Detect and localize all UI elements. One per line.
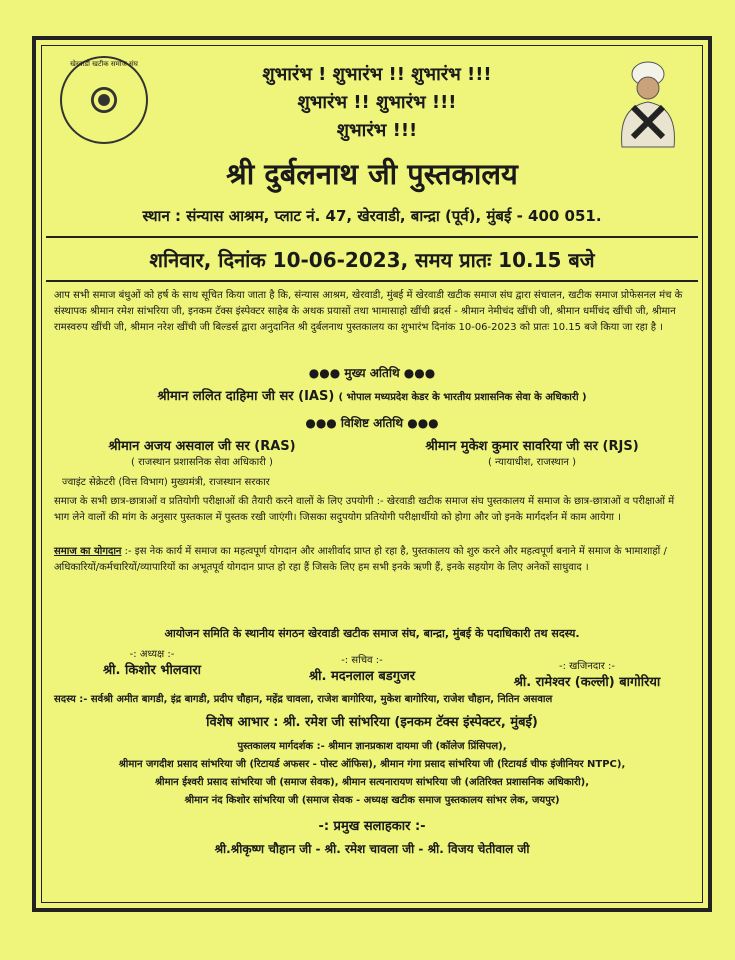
- officer-role: -: खजिनदार :-: [558, 661, 616, 672]
- advisors-heading: -: प्रमुख सलाहकार :-: [318, 819, 426, 834]
- guest-desc: ( न्यायाधीश, राजस्थान ): [487, 457, 577, 468]
- chief-guest-desc: ( भोपाल मध्यप्रदेश केडर के भारतीय प्रशासनिक सेवा के अधिकारी ): [338, 392, 587, 403]
- officer-name: श्री. रामेश्वर (कल्ली) बागोरिया: [513, 675, 661, 690]
- chief-guest: [42, 386, 702, 404]
- saint-portrait-icon: [608, 52, 688, 152]
- students-paragraph: समाज के सभी छात्र-छात्राओं व प्रतियोगी परीक्षाओं की तैयारी करने वालों के लिए उपयोगी :- खेरवाडी खटीक समाज संघ पुस्तकालय में समाज के छात्र-छात्राओं व परीक्षाओं में भाग लेने वालों की मांग के अनुसार पुस्तकाल में पुस्तक रखी जाएंगी। जिसका सदुपयोग प्रतियोगी परीक्षार्थीयो को होगा और जो इनके मार्गदर्शन में काम आयेगा ।: [54, 496, 675, 523]
- page-title: श्री दुर्बलनाथ जी पुस्तकालय: [226, 157, 518, 191]
- guest-name: श्रीमान मुकेश कुमार सावरिया जी सर (RJS): [425, 439, 639, 454]
- contribution-paragraph: [54, 544, 692, 576]
- special-thanks: विशेष आभार : श्री. रमेश जी सांभरिया (इनकम टॅक्स इंस्पेक्टर, मुंबई): [206, 715, 538, 730]
- blessing-line-3: शुभारंभ !!!: [336, 120, 418, 141]
- guest-extra: ज्वाइंट सेक्रेटरी (वित्त विभाग) मुख्यमंत्री, राजस्थान सरकार: [62, 477, 270, 488]
- guest-desc: ( राजस्थान प्रशासनिक सेवा अधिकारी ): [131, 457, 273, 468]
- library-guides: [42, 738, 702, 810]
- committee-line: आयोजन समिति के स्थानीय संगठन खेरवाडी खटीक समाज संघ, बान्द्रा, मुंबई के पदाधिकारी तथ सदस्य.: [164, 627, 580, 640]
- chief-guest-name: श्रीमान ललित दाहिमा जी सर (IAS): [157, 389, 335, 404]
- logo-text: खेरवाडी खटीक समाज संघ: [70, 60, 138, 68]
- date-time: शनिवार, दिनांक 10-06-2023, समय प्रातः 10.15 बजे: [149, 247, 595, 272]
- contribution-label: समाज का योगदान: [54, 546, 122, 557]
- poster-inner: [41, 45, 703, 903]
- officer-name: श्री. मदनलाल बडगुजर: [308, 669, 416, 684]
- special-guest-1: [52, 436, 352, 468]
- guide-line: श्रीमान जगदीश प्रसाद सांभरिया जी (रिटायर्ड अफसर - पोस्ट ऑफिस), श्रीमान गंगा प्रसाद सांभरिया जी (रिटायर्ड चीफ इंजीनियर NTPC),: [118, 759, 626, 770]
- blessing-line-1: शुभारंभ ! शुभारंभ !! शुभारंभ !!!: [262, 64, 492, 85]
- officer-name: श्री. किशोर भीलवारा: [102, 663, 202, 678]
- officer-president: [62, 646, 242, 678]
- guide-line: पुस्तकालय मार्गदर्शक :- श्रीमान ज्ञानप्रकाश दायमा जी (कॉलेज प्रिंसिपल),: [237, 741, 507, 752]
- special-guest-2: [372, 436, 692, 468]
- officer-role: -: सचिव :-: [341, 655, 383, 666]
- special-guests-heading: ●●● विशिष्ट अतिथि ●●●: [305, 416, 439, 430]
- intro-paragraph: आप सभी समाज बंधुओं को हर्ष के साथ सूचित किया जाता है कि, संन्यास आश्रम, खेरवाडी, मुंबई में खेरवाडी खटीक समाज संघ द्वारा संचालन, खटीक समाज प्रोफेसनल मंच के संस्थापक श्रीमान रमेश सांभरिया जी, इनकम टॅक्स इंस्पेक्टर साहेब के अथक प्रयासों तथा भामासाहो खींची ब्रदर्स - श्रीमान नेमीचंद खींची जी, श्रीमान धर्मीचंद खींची जी, श्रीमान रामस्वरुप खींची जी, श्रीमान नरेश खींची जी बिल्डर्स द्वारा अनुदानित श्री दुर्बलनाथ पुस्तकालय का शुभारंभ दिनांक 10-06-2023 को प्रातः 10.15 बजे किया जा रहा है ।: [54, 290, 683, 333]
- poster-frame: [32, 36, 712, 912]
- blessing-line-2: शुभारंभ !! शुभारंभ !!!: [297, 92, 457, 113]
- sun-emblem-icon: [84, 80, 124, 120]
- venue: स्थान : संन्यास आश्रम, प्लाट नं. 47, खेरवाडी, बान्द्रा (पूर्व), मुंबई - 400 051.: [142, 207, 602, 225]
- guide-line: श्रीमान ईश्वरी प्रसाद सांभरिया जी (समाज सेवक), श्रीमान सत्यनारायण सांभरिया जी (अतिरिक्त प्रशासनिक अधिकारी),: [154, 777, 590, 788]
- advisors-names: श्री.श्रीकृष्ण चौहान जी - श्री. रमेश चावला जी - श्री. विजय चेतीवाल जी: [214, 842, 530, 856]
- guide-line: श्रीमान नंद किशोर सांभरिया जी (समाज सेवक - अध्यक्ष खटीक समाज पुस्तकालय सांभर लेक, जयपुर): [184, 795, 560, 806]
- guest-name: श्रीमान अजय असवाल जी सर (RAS): [108, 439, 296, 454]
- officer-treasurer: [472, 658, 702, 690]
- samaj-logo: [60, 56, 148, 144]
- members: सदस्य :- सर्वश्री अमीत बागडी, इंद्र बागडी, प्रदीप चौहान, महेंद्र चावला, राजेश बागोरिया, मुकेश बागोरिया, राजेश चौहान, नितिन असवाल: [54, 694, 553, 705]
- date-time-bar: [46, 236, 698, 282]
- contribution-text: :- इस नेक कार्य में समाज का महत्वपूर्ण योगदान और आशीर्वाद प्राप्त हो रहा है, पुस्तकालय को शुरु करने और महत्वपूर्ण बनाने में समाज के भामाशाहों /अधिकारियों/कर्मचारियों/व्यापारियों का अभूतपूर्व योगदान प्राप्त हो रहा हैं जिसके लिए हम सभी इनके ऋणी हैं, इनके सहयोग के लिए अनेकों साधुवाद ।: [54, 546, 667, 573]
- chief-guest-heading: ●●● मुख्य अतिथि ●●●: [308, 366, 436, 380]
- officer-secretary: [272, 652, 452, 684]
- officer-role: -: अध्यक्ष :-: [129, 649, 175, 660]
